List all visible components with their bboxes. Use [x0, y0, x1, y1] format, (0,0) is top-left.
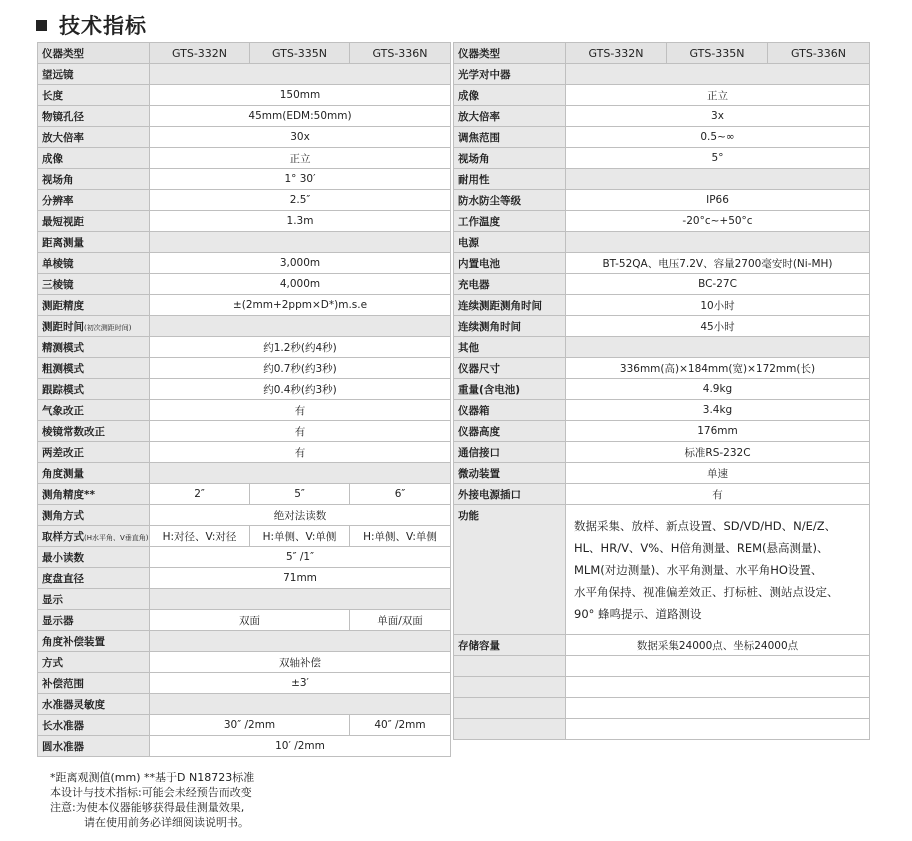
spec-label-text: 电源: [458, 236, 479, 249]
spec-label-text: 气象改正: [42, 404, 84, 417]
spec-row: [454, 656, 870, 677]
spec-label-empty: [454, 656, 566, 677]
spec-value: 约0.7秒(约3秒): [150, 358, 451, 379]
spec-value-model-2: 5″: [250, 484, 350, 505]
spec-label-text: 测角方式: [42, 509, 84, 522]
spec-label-text: 工作温度: [458, 215, 500, 228]
spec-label-text: 单棱镜: [42, 257, 74, 270]
spec-label-text: 精测模式: [42, 341, 84, 354]
spec-value: 双轴补偿: [150, 652, 451, 673]
spec-label-text: 长度: [42, 89, 63, 102]
section-fill: [566, 337, 870, 358]
section-fill: [150, 64, 451, 85]
spec-label: [38, 673, 150, 694]
spec-label-text: 长水准器: [42, 719, 84, 732]
note-line: 请在使用前务必详细阅读说明书。: [84, 816, 249, 829]
spec-value: 150mm: [150, 85, 451, 106]
spec-row: [38, 253, 451, 274]
spec-row: [454, 316, 870, 337]
spec-row: [454, 379, 870, 400]
spec-label: [38, 400, 150, 421]
spec-value: 正立: [566, 85, 870, 106]
spec-label-text: 内置电池: [458, 257, 500, 270]
spec-table-left: [37, 42, 451, 757]
spec-label-text: 仪器高度: [458, 425, 500, 438]
spec-label-text: 距离测量: [42, 236, 84, 249]
spec-value: ±3′: [150, 673, 451, 694]
spec-label-text: 角度补偿装置: [42, 635, 105, 648]
spec-label: [38, 232, 150, 253]
function-line: 数据采集、放样、新点设置、SD/VD/HD、N/E/Z、: [574, 518, 837, 533]
spec-label-note: (H水平角、V垂直角): [84, 533, 149, 542]
spec-label-text: 三棱镜: [42, 278, 74, 291]
spec-label-text: 测距精度: [42, 299, 84, 312]
spec-label-text: 调焦范围: [458, 131, 500, 144]
spec-label-empty: [454, 698, 566, 719]
spec-value: 5″ /1″: [150, 547, 451, 568]
spec-label-text: 测距时间: [42, 320, 84, 333]
spec-row: [38, 673, 451, 694]
spec-row: [38, 337, 451, 358]
spec-label-text: 成像: [458, 89, 479, 102]
spec-label-text: 物镜孔径: [42, 110, 84, 123]
spec-value-model-1: H:对径、V:对径: [150, 526, 250, 547]
spec-label: [454, 274, 566, 295]
spec-value: 3x: [566, 106, 870, 127]
spec-label: [454, 295, 566, 316]
spec-label: [38, 505, 150, 526]
spec-value: 约0.4秒(约3秒): [150, 379, 451, 400]
spec-label-note: (初次测距时间): [84, 323, 132, 332]
spec-value: 10小时: [566, 295, 870, 316]
spec-value-model-3: 单面/双面: [350, 610, 451, 631]
spec-row: [38, 547, 451, 568]
spec-row: [454, 484, 870, 505]
spec-row: [38, 211, 451, 232]
spec-row: [38, 148, 451, 169]
spec-value: 45小时: [566, 316, 870, 337]
spec-label-text: 防水防尘等级: [458, 194, 521, 207]
spec-label: [454, 85, 566, 106]
spec-label: [454, 148, 566, 169]
spec-label: [38, 211, 150, 232]
spec-value: BT-52QA、电压7.2V、容量2700毫安时(Ni-MH): [566, 253, 870, 274]
spec-label: [454, 635, 566, 656]
spec-label-text: 水准器灵敏度: [42, 698, 105, 711]
spec-label-text: 仪器尺寸: [458, 362, 500, 375]
section-row: [38, 232, 451, 253]
spec-label-text: 最短视距: [42, 215, 84, 228]
spec-label-text: 通信接口: [458, 446, 500, 459]
spec-label-text: 耐用性: [458, 173, 490, 186]
spec-label-text: 圆水准器: [42, 740, 84, 753]
spec-value: 4.9kg: [566, 379, 870, 400]
section-fill: [150, 694, 451, 715]
section-row: [38, 589, 451, 610]
spec-row: [38, 442, 451, 463]
spec-value-empty: [566, 698, 870, 719]
spec-row: [454, 698, 870, 719]
spec-value: 有: [150, 400, 451, 421]
spec-value: 336mm(高)×184mm(宽)×172mm(长): [566, 358, 870, 379]
spec-label: [38, 631, 150, 652]
spec-label-text: 存储容量: [458, 639, 500, 652]
spec-label-text: 视场角: [458, 152, 490, 165]
spec-label-text: 微动装置: [458, 467, 500, 480]
function-list: [566, 505, 870, 635]
spec-label: [38, 421, 150, 442]
spec-label: [454, 190, 566, 211]
section-fill: [150, 463, 451, 484]
spec-row: [38, 274, 451, 295]
note-line: *距离观测值(mm) **基于D N18723标准: [50, 771, 255, 784]
spec-value: 4,000m: [150, 274, 451, 295]
spec-label: [38, 736, 150, 757]
header-label: 仪器类型: [38, 43, 150, 64]
section-row: [38, 694, 451, 715]
spec-label: [38, 169, 150, 190]
title-square-icon: [36, 20, 47, 31]
spec-label: [454, 505, 566, 635]
section-row: [38, 463, 451, 484]
spec-value-empty: [566, 719, 870, 740]
spec-label-text: 角度测量: [42, 467, 84, 480]
function-line: HL、HR/V、V%、H倍角测量、REM(悬高测量)、: [574, 540, 829, 555]
spec-label: [38, 127, 150, 148]
spec-value: 3,000m: [150, 253, 451, 274]
spec-row: [38, 421, 451, 442]
spec-value-model-3: 6″: [350, 484, 451, 505]
spec-label-text: 视场角: [42, 173, 74, 186]
section-fill: [566, 64, 870, 85]
function-line: 90° 蜂鸣提示、道路测设: [574, 606, 702, 621]
spec-table-right: [453, 42, 870, 740]
spec-row: [454, 677, 870, 698]
spec-label-text: 仪器箱: [458, 404, 490, 417]
section-fill: [150, 631, 451, 652]
spec-row: [454, 190, 870, 211]
spec-label: [38, 316, 150, 337]
spec-label-text: 棱镜常数改正: [42, 425, 105, 438]
footnotes: [50, 770, 254, 830]
spec-value: 0.5~∞: [566, 127, 870, 148]
spec-label-text: 充电器: [458, 278, 490, 291]
function-line: MLM(对边测量)、水平角测量、水平角HO设置、: [574, 562, 823, 577]
spec-label: [454, 463, 566, 484]
spec-label-text: 补偿范围: [42, 677, 84, 690]
spec-value-empty: [566, 656, 870, 677]
model-header-3: GTS-336N: [350, 43, 451, 64]
section-row: [38, 64, 451, 85]
note-line: 注意:为使本仪器能够获得最佳测量效果,: [50, 801, 245, 814]
spec-label: [38, 274, 150, 295]
spec-row: [454, 358, 870, 379]
spec-label: [454, 253, 566, 274]
spec-value: BC-27C: [566, 274, 870, 295]
section-row: [38, 631, 451, 652]
spec-label-text: 显示: [42, 593, 63, 606]
spec-label-text: 成像: [42, 152, 63, 165]
spec-row: [38, 169, 451, 190]
spec-row: [454, 106, 870, 127]
spec-value: 正立: [150, 148, 451, 169]
spec-label: [38, 568, 150, 589]
page-title: 技术指标: [59, 14, 147, 38]
spec-value: 标准RS-232C: [566, 442, 870, 463]
spec-value: 176mm: [566, 421, 870, 442]
spec-label-text: 重量(含电池): [458, 383, 521, 396]
spec-row: [454, 400, 870, 421]
model-header-1: GTS-332N: [150, 43, 250, 64]
spec-label-empty: [454, 719, 566, 740]
spec-label: [38, 337, 150, 358]
spec-row: [454, 719, 870, 740]
spec-label-text: 方式: [42, 656, 63, 669]
spec-value: 数据采集24000点、坐标24000点: [566, 635, 870, 656]
spec-value: 绝对法读数: [150, 505, 451, 526]
spec-value-model-3: 40″ /2mm: [350, 715, 451, 736]
spec-label: [38, 652, 150, 673]
spec-label: [454, 232, 566, 253]
spec-row: [38, 85, 451, 106]
spec-label-text: 度盘直径: [42, 572, 84, 585]
spec-label: [38, 358, 150, 379]
section-fill: [150, 589, 451, 610]
spec-label: [454, 316, 566, 337]
spec-value: ±(2mm+2ppm×D*)m.s.e: [150, 295, 451, 316]
spec-value: -20°c~+50°c: [566, 211, 870, 232]
spec-label-text: 连续测角时间: [458, 320, 521, 333]
spec-label: [454, 484, 566, 505]
spec-label: [38, 526, 150, 547]
spec-value: 30x: [150, 127, 451, 148]
spec-label-empty: [454, 677, 566, 698]
spec-row: [454, 635, 870, 656]
spec-row: [38, 106, 451, 127]
spec-row: [454, 421, 870, 442]
spec-label-text: 跟踪模式: [42, 383, 84, 396]
spec-label-text: 最小读数: [42, 551, 84, 564]
spec-label-text: 其他: [458, 341, 479, 354]
spec-value: 71mm: [150, 568, 451, 589]
spec-value-model-2: H:单侧、V:单侧: [250, 526, 350, 547]
spec-label: [454, 106, 566, 127]
spec-row: [38, 295, 451, 316]
spec-label: [38, 463, 150, 484]
section-fill: [150, 232, 451, 253]
spec-label: [38, 715, 150, 736]
spec-row: [454, 85, 870, 106]
section-row: [38, 316, 451, 337]
spec-value-empty: [566, 677, 870, 698]
spec-label: [454, 64, 566, 85]
header-row: [454, 43, 870, 64]
spec-row: [38, 568, 451, 589]
spec-label-text: 分辨率: [42, 194, 74, 207]
spec-value: 3.4kg: [566, 400, 870, 421]
section-row: [454, 232, 870, 253]
spec-label-text: 粗测模式: [42, 362, 84, 375]
spec-value: 有: [150, 421, 451, 442]
spec-row: [38, 652, 451, 673]
spec-label: [454, 211, 566, 232]
spec-row: [454, 295, 870, 316]
spec-label: [38, 484, 150, 505]
spec-label: [454, 379, 566, 400]
header-row: [38, 43, 451, 64]
spec-value: 单速: [566, 463, 870, 484]
spec-value: 1.3m: [150, 211, 451, 232]
spec-label-text: 光学对中器: [458, 68, 511, 81]
section-fill: [150, 316, 451, 337]
spec-value: 10′ /2mm: [150, 736, 451, 757]
spec-row: [38, 505, 451, 526]
spec-label-text: 连续测距测角时间: [458, 299, 542, 312]
spec-row: [38, 358, 451, 379]
spec-value: 有: [150, 442, 451, 463]
section-title: [36, 10, 147, 40]
function-line: 水平角保持、视准偏差效正、打标桩、测站点设定、: [574, 584, 839, 599]
spec-row: [38, 736, 451, 757]
model-header-2: GTS-335N: [667, 43, 768, 64]
model-header-3: GTS-336N: [768, 43, 870, 64]
spec-row: [454, 127, 870, 148]
spec-row: [38, 484, 451, 505]
section-row: [454, 337, 870, 358]
spec-label-text: 放大倍率: [458, 110, 500, 123]
spec-row: [38, 526, 451, 547]
spec-label-text: 外接电源插口: [458, 488, 521, 501]
spec-row: [454, 505, 870, 635]
header-label: 仪器类型: [454, 43, 566, 64]
spec-row: [38, 610, 451, 631]
spec-row: [454, 211, 870, 232]
model-header-2: GTS-335N: [250, 43, 350, 64]
section-fill: [566, 232, 870, 253]
spec-label-text: 放大倍率: [42, 131, 84, 144]
spec-row: [454, 148, 870, 169]
spec-value: 1° 30′: [150, 169, 451, 190]
spec-label: [38, 148, 150, 169]
spec-label: [38, 190, 150, 211]
section-row: [454, 169, 870, 190]
spec-row: [454, 274, 870, 295]
spec-label-text: 显示器: [42, 614, 74, 627]
spec-label: [38, 547, 150, 568]
spec-value-model-1: 2″: [150, 484, 250, 505]
spec-label: [454, 442, 566, 463]
model-header-1: GTS-332N: [566, 43, 667, 64]
spec-label: [454, 358, 566, 379]
spec-label: [38, 589, 150, 610]
note-line: 本设计与技术指标:可能会未经预告而改变: [50, 786, 252, 799]
spec-label: [38, 610, 150, 631]
spec-label-text: 两差改正: [42, 446, 84, 459]
spec-label: [454, 127, 566, 148]
spec-value-models-1-2: 双面: [150, 610, 350, 631]
spec-value-models-1-2: 30″ /2mm: [150, 715, 350, 736]
spec-row: [38, 400, 451, 421]
spec-label-text: 测角精度**: [42, 488, 95, 501]
spec-value: 2.5″: [150, 190, 451, 211]
spec-label: [38, 694, 150, 715]
spec-label: [454, 169, 566, 190]
spec-row: [38, 127, 451, 148]
spec-label: [454, 421, 566, 442]
spec-label: [38, 253, 150, 274]
spec-row: [38, 715, 451, 736]
spec-row: [38, 190, 451, 211]
spec-label: [38, 295, 150, 316]
spec-value: 5°: [566, 148, 870, 169]
spec-label-text: 功能: [458, 510, 479, 522]
spec-row: [454, 463, 870, 484]
spec-label: [38, 85, 150, 106]
spec-value: 约1.2秒(约4秒): [150, 337, 451, 358]
spec-label-text: 取样方式: [42, 530, 84, 543]
section-row: [454, 64, 870, 85]
spec-label: [38, 379, 150, 400]
spec-value-model-3: H:单侧、V:单侧: [350, 526, 451, 547]
spec-value: 有: [566, 484, 870, 505]
spec-value: 45mm(EDM:50mm): [150, 106, 451, 127]
spec-value: IP66: [566, 190, 870, 211]
spec-label-text: 望远镜: [42, 68, 74, 81]
spec-row: [38, 379, 451, 400]
spec-label: [38, 442, 150, 463]
spec-label: [38, 64, 150, 85]
spec-row: [454, 253, 870, 274]
spec-row: [454, 442, 870, 463]
section-fill: [566, 169, 870, 190]
spec-label: [454, 400, 566, 421]
spec-label: [454, 337, 566, 358]
spec-label: [38, 106, 150, 127]
